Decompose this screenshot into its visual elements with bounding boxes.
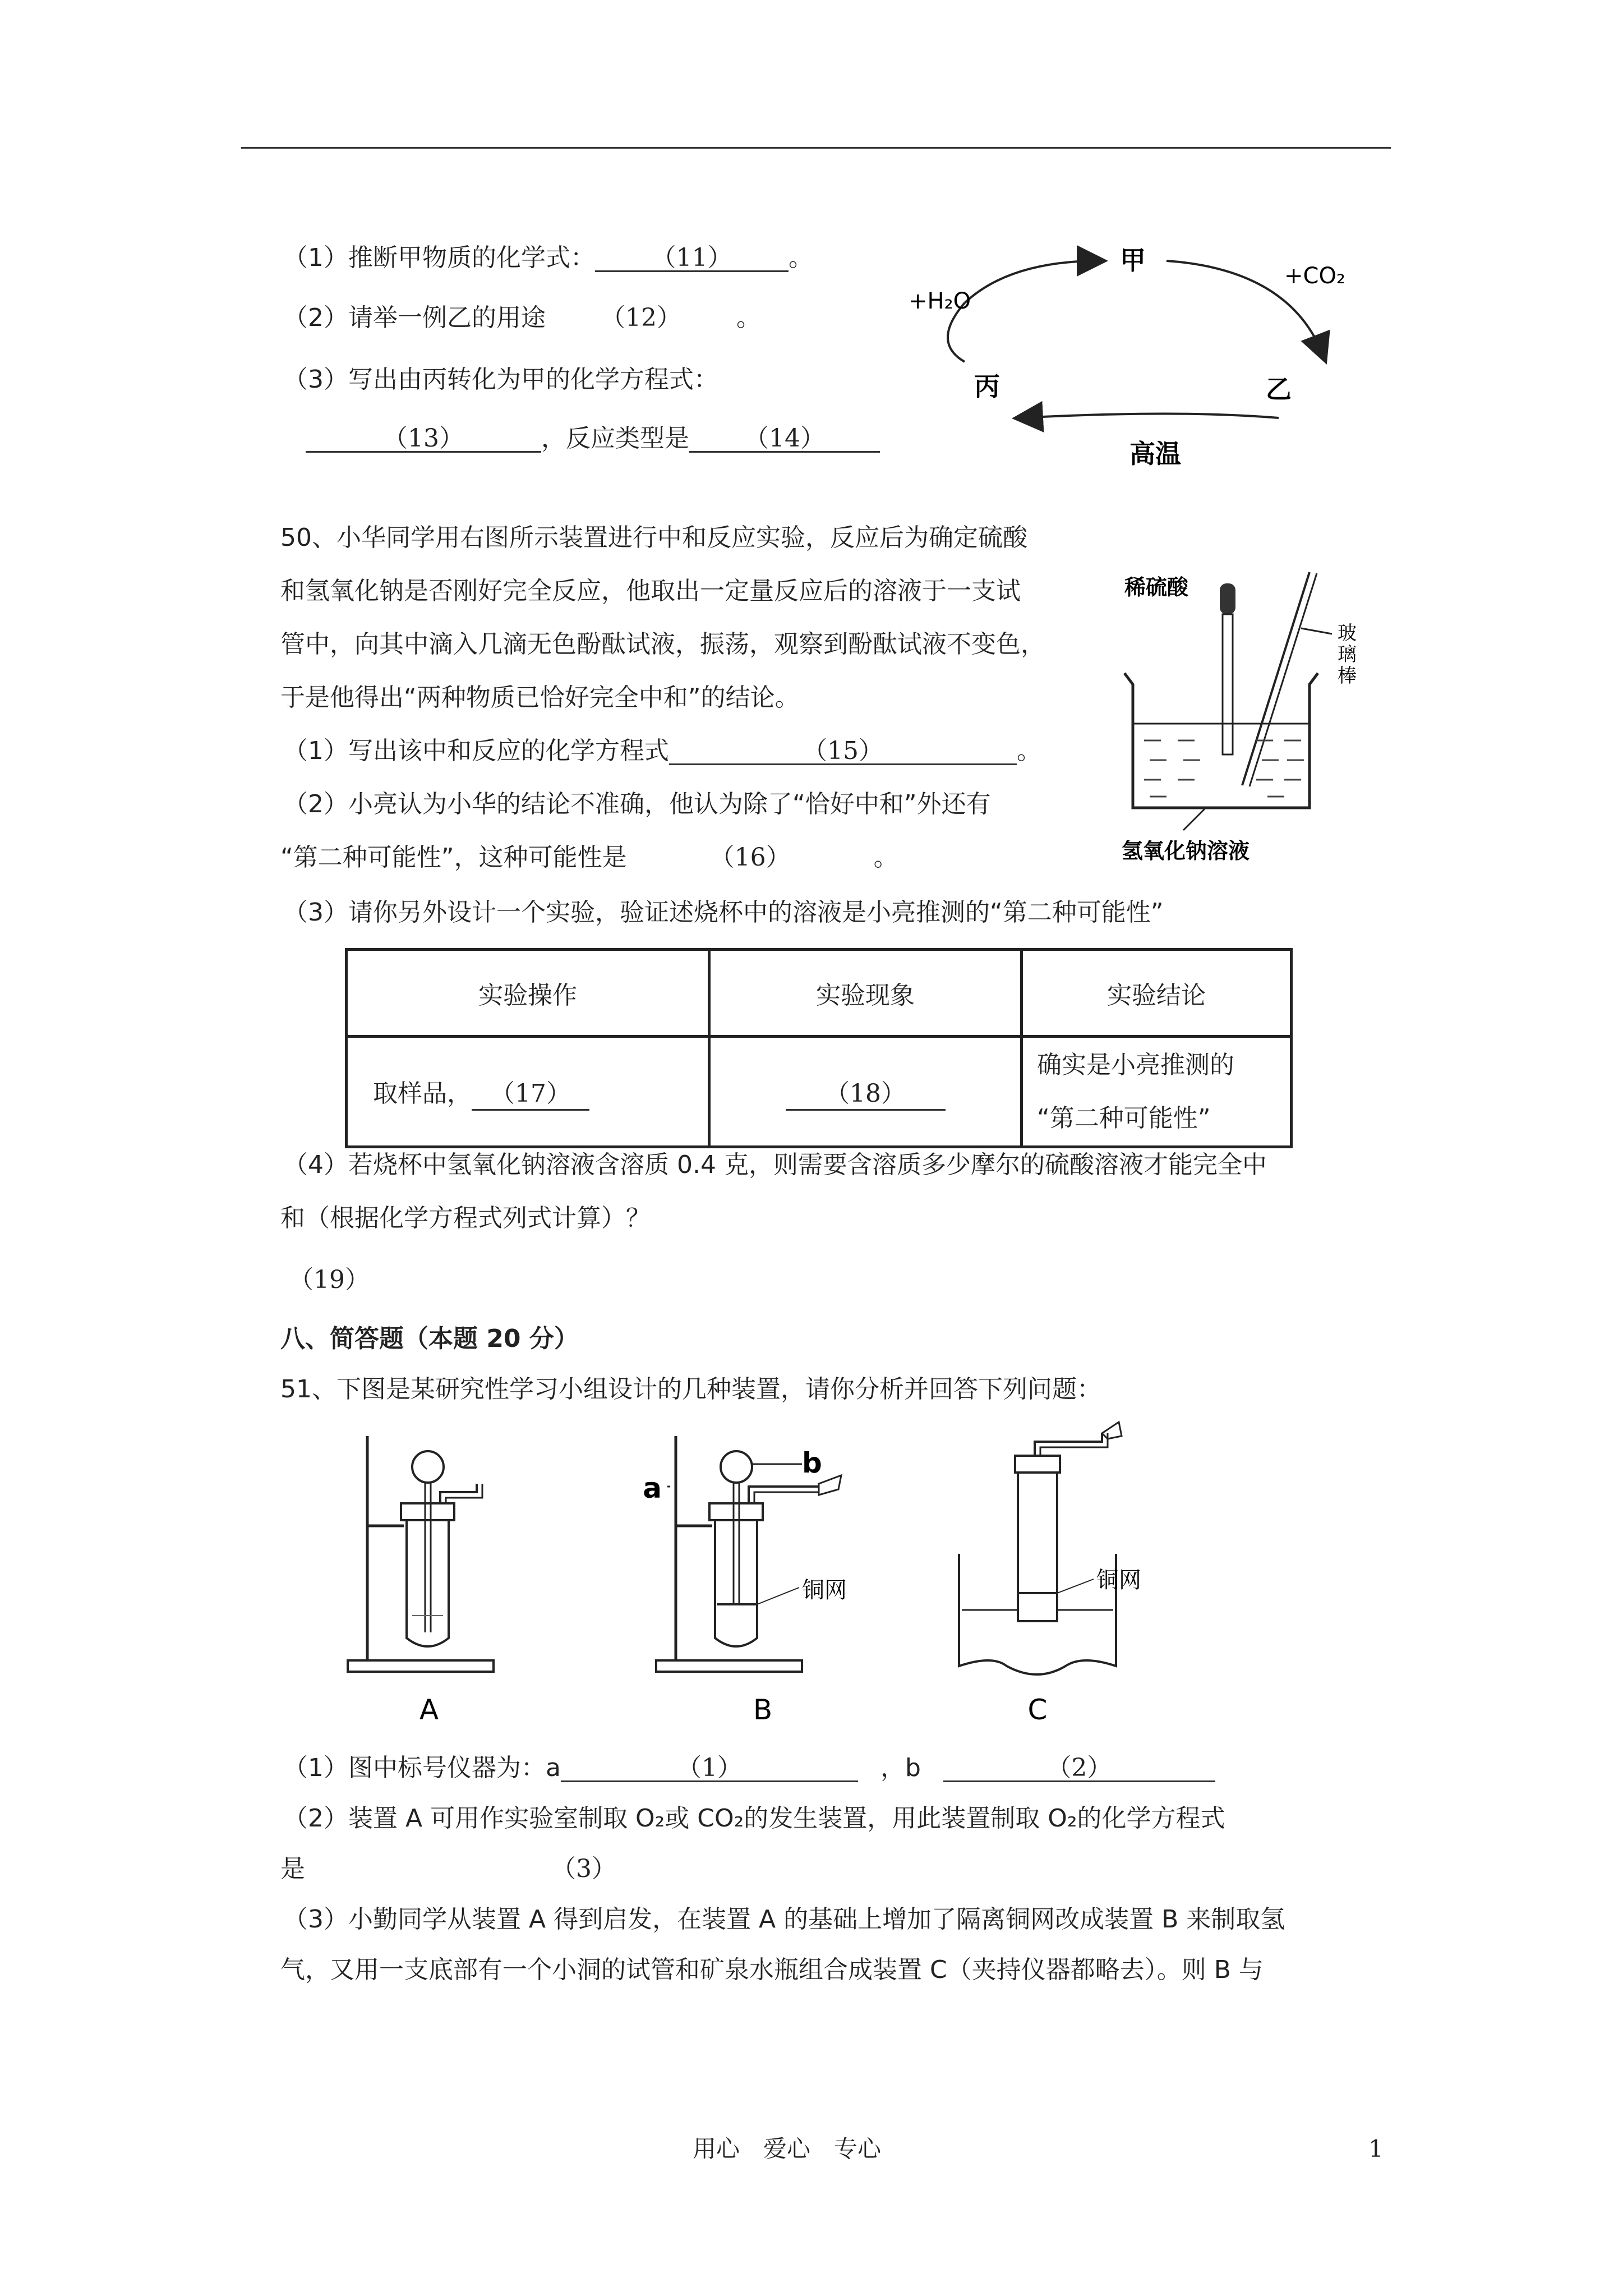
q50-para-line-3: 管中，向其中滴入几滴无色酚酞试液，振荡，观察到酚酞试液不变色， bbox=[280, 630, 1045, 659]
period: 。 bbox=[736, 303, 761, 332]
rod-label-2: 璃 bbox=[1338, 643, 1357, 666]
period: 。 bbox=[1017, 737, 1041, 765]
label-a: A bbox=[419, 1694, 439, 1726]
q49-question-2: （2）请举一例乙的用途 bbox=[283, 303, 546, 332]
cell-phenomenon bbox=[709, 1037, 1022, 1147]
q50-sub-2b bbox=[280, 845, 898, 870]
cycle-add-h2o: +H₂O bbox=[909, 288, 971, 314]
arrow-bing-to-jia bbox=[965, 261, 1099, 303]
apparatus-a bbox=[348, 1436, 494, 1726]
label-b-instrument: b bbox=[802, 1447, 822, 1479]
q51-intro: 51、下图是某研究性学习小组设计的几种装置，请你分析并回答下列问题： bbox=[280, 1375, 1101, 1404]
answer-blank-2[interactable]: （2） bbox=[943, 1756, 1215, 1782]
q49-line-2 bbox=[283, 303, 761, 332]
q49-line-1 bbox=[283, 243, 813, 272]
q50-para-line-1: 50、小华同学用右图所示装置进行中和反应实验，反应后为确定硫酸 bbox=[280, 523, 1027, 552]
header-rule bbox=[241, 147, 1391, 149]
answer-blank-18[interactable]: （18） bbox=[786, 1073, 946, 1111]
q51-sub-3b: 气，又用一支底部有一个小洞的试管和矿泉水瓶组合成装置 C（夹持仪器都略去）。则 B 与 bbox=[280, 1955, 1264, 1984]
answer-blank-16[interactable]: （16） bbox=[709, 843, 791, 872]
arrow-yi-to-bing bbox=[1021, 414, 1279, 418]
q50-sub-1 bbox=[283, 739, 1041, 765]
section-heading: 八、简答题（本题 20 分） bbox=[280, 1324, 579, 1353]
cycle-condition: 高温 bbox=[1129, 439, 1181, 469]
mesh-label-c: 铜网 bbox=[1096, 1567, 1141, 1593]
apparatus-figures bbox=[336, 1419, 1318, 1733]
q50-sub-4b: 和（根据化学方程式列式计算）？ bbox=[280, 1204, 651, 1232]
q51-sub-2a: （2）装置 A 可用作实验室制取 O₂或 CO₂的发生装置，用此装置制取 O₂的化学方程式 bbox=[283, 1804, 1225, 1833]
cycle-bing: 丙 bbox=[974, 371, 1000, 402]
cell-operation bbox=[347, 1037, 709, 1147]
period: 。 bbox=[873, 843, 898, 872]
neutralization-apparatus-figure bbox=[1116, 561, 1374, 875]
q50-sub-1-text: （1）写出该中和反应的化学方程式 bbox=[283, 737, 669, 765]
conclusion-line-2: “第二种可能性” bbox=[1037, 1104, 1211, 1133]
cycle-yi: 乙 bbox=[1266, 374, 1292, 404]
q51-sub-3a: （3）小勤同学从装置 A 得到启发，在装置 A 的基础上增加了隔离铜网改成装置 B 来制取氢 bbox=[283, 1905, 1285, 1934]
apparatus-b bbox=[643, 1436, 847, 1726]
answer-blank-12[interactable]: （12） bbox=[601, 303, 681, 332]
q49-line-4 bbox=[306, 426, 880, 453]
answer-blank-1[interactable]: （1） bbox=[561, 1756, 858, 1782]
apparatus-c bbox=[959, 1422, 1141, 1726]
answer-blank-17[interactable]: （17） bbox=[472, 1073, 589, 1111]
reaction-type-label: ，反应类型是 bbox=[541, 424, 689, 453]
q51-sub-1-mid: ，b bbox=[880, 1754, 921, 1782]
footer-motto: 用心 爱心 专心 bbox=[693, 2135, 882, 2162]
mesh-label-b: 铜网 bbox=[802, 1577, 847, 1603]
rod-label-1: 玻 bbox=[1338, 622, 1357, 645]
q51-sub-2b bbox=[280, 1857, 616, 1881]
base-label: 氢氧化钠溶液 bbox=[1122, 839, 1250, 863]
answer-blank-19[interactable]: （19） bbox=[289, 1266, 370, 1294]
cycle-jia: 甲 bbox=[1120, 245, 1146, 275]
label-c: C bbox=[1027, 1694, 1048, 1726]
q51-sub-2b-text: 是 bbox=[280, 1855, 305, 1883]
cycle-add-co2: +CO₂ bbox=[1284, 263, 1345, 289]
label-b: B bbox=[753, 1694, 773, 1726]
q50-para-line-4: 于是他得出“两种物质已恰好完全中和”的结论。 bbox=[280, 683, 800, 712]
q50-sub-3: （3）请你另外设计一个实验，验证述烧杯中的溶液是小亮推测的“第二种可能性” bbox=[283, 898, 1164, 927]
answer-blank-15[interactable]: （15） bbox=[669, 739, 1017, 765]
experiment-table bbox=[345, 948, 1293, 1148]
acid-label: 稀硫酸 bbox=[1124, 575, 1189, 600]
q50-para-line-2: 和氢氧化钠是否刚好完全反应，他取出一定量反应后的溶液于一支试 bbox=[280, 577, 1021, 605]
q50-sub-2a: （2）小亮认为小华的结论不准确，他认为除了“恰好中和”外还有 bbox=[283, 790, 991, 818]
conclusion-line-1: 确实是小亮推测的 bbox=[1037, 1051, 1234, 1079]
header-conclusion: 实验结论 bbox=[1022, 950, 1292, 1037]
label-a-instrument: a bbox=[643, 1472, 662, 1504]
answer-blank-14[interactable]: （14） bbox=[689, 426, 880, 453]
answer-blank-11[interactable]: （11） bbox=[595, 246, 789, 272]
q50-sub-4a: （4）若烧杯中氢氧化钠溶液含溶质 0.4 克，则需要含溶质多少摩尔的硫酸溶液才能完全中 bbox=[283, 1151, 1267, 1179]
header-operation: 实验操作 bbox=[347, 950, 709, 1037]
dropper-tube bbox=[1223, 614, 1233, 754]
page-number: 1 bbox=[1368, 2135, 1384, 2162]
q51-sub-1 bbox=[283, 1756, 1215, 1782]
q51-sub-1-text: （1）图中标号仪器为：a bbox=[283, 1754, 561, 1782]
q49-line-3: （3）写出由丙转化为甲的化学方程式： bbox=[283, 365, 718, 394]
header-phenomenon: 实验现象 bbox=[709, 950, 1022, 1037]
cell-conclusion bbox=[1022, 1037, 1292, 1147]
rod-label-3: 棒 bbox=[1338, 665, 1357, 687]
conversion-cycle-diagram bbox=[897, 236, 1380, 477]
op-prefix: 取样品， bbox=[373, 1079, 472, 1108]
q50-sub-2b-text: “第二种可能性”，这种可能性是 bbox=[280, 843, 627, 872]
dropper-bulb bbox=[1220, 583, 1235, 614]
answer-blank-13[interactable]: （13） bbox=[306, 426, 541, 453]
glass-rod bbox=[1242, 572, 1310, 785]
period: 。 bbox=[789, 243, 813, 272]
answer-blank-3[interactable]: （3） bbox=[551, 1855, 616, 1883]
q49-question-1: （1）推断甲物质的化学式： bbox=[283, 243, 595, 272]
